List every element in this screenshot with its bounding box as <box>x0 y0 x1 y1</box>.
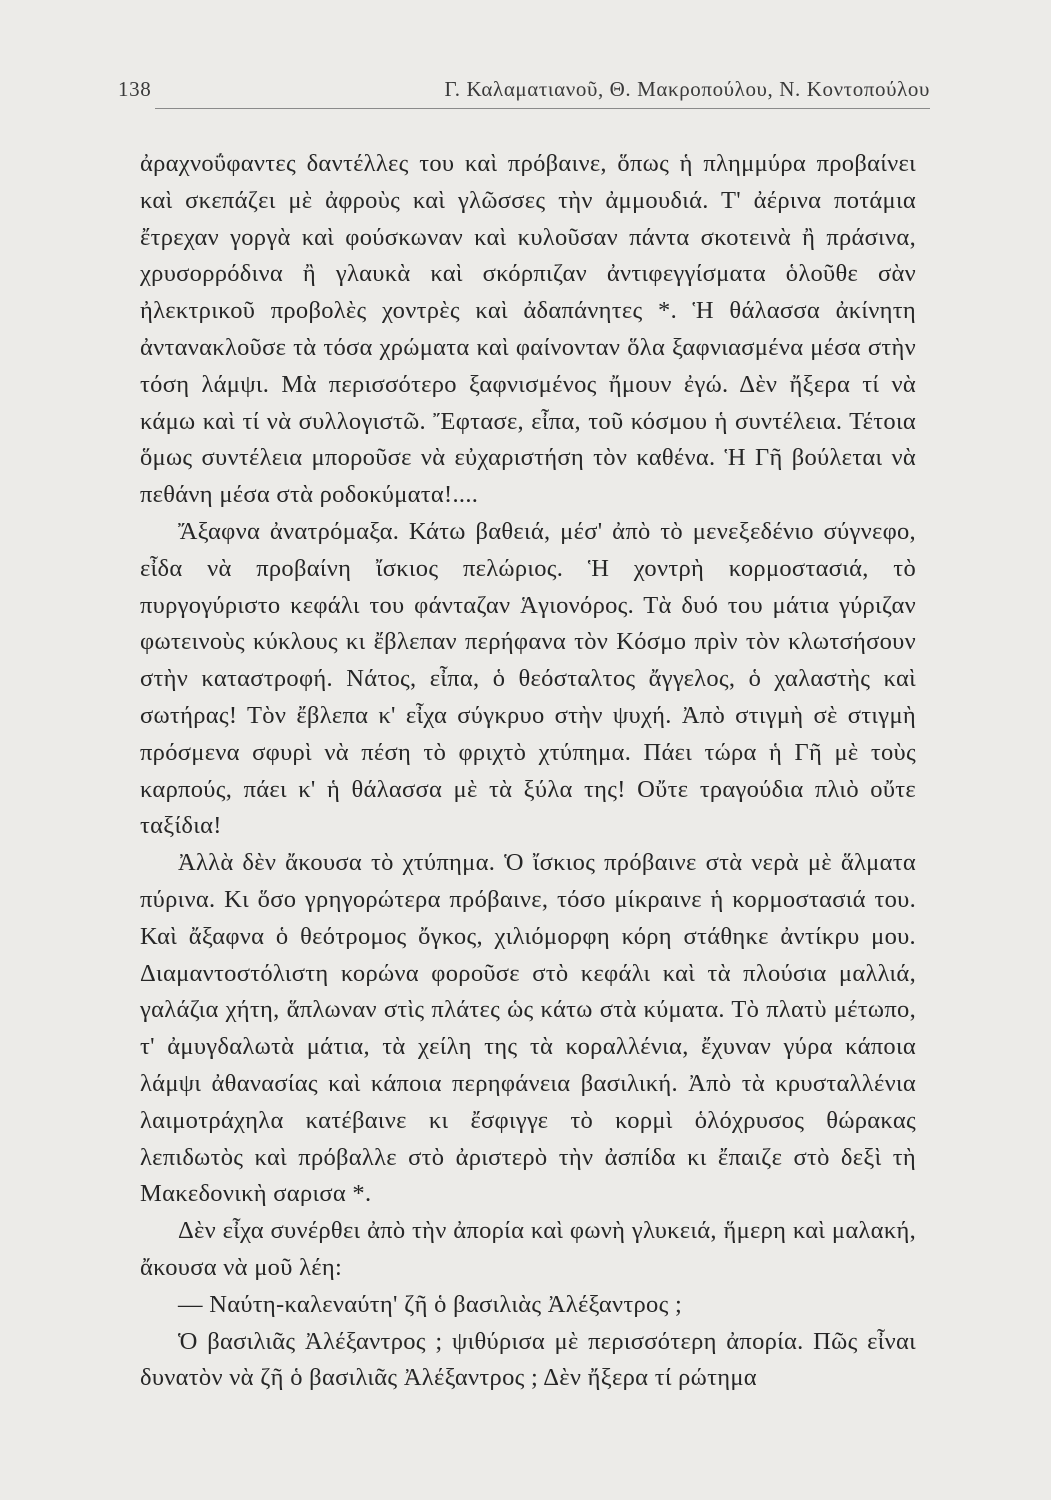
paragraph-3: Ἀλλὰ δὲν ἄκουσα τὸ χτύπημα. Ὁ ἴσκιος πρόβαινε στὰ νερὰ μὲ ἅλματα πύρινα. Κι ὅσο γρηγορώτερα πρόβαινε, τόσο μίκραινε ἡ κορμοστασιά του. Καὶ ἄξαφνα ὁ θεότρομος ὄγκος, χιλιόμορφη κόρη στάθηκε ἀντίκρυ μου. Διαμαντοστόλιστη κορώνα φοροῦσε στὸ κεφάλι καὶ τὰ πλούσια μαλλιά, γαλάζια χήτη, ἅπλωναν στὶς πλάτες ὡς κάτω στὰ κύματα. Τὸ πλατὺ μέτωπο, τ' ἀμυγδαλωτὰ μάτια, τὰ χείλη της τὰ κοραλλένια, ἔχυναν γύρα κάποια λάμψι ἀθανασίας καὶ κάποια περηφάνεια βασιλική. Ἀπὸ τὰ κρυσταλλένια λαιμοτράχηλα κατέβαινε κι ἔσφιγγε τὸ κορμὶ ὁλόχρυσος θώρακας λεπιδωτὸς καὶ πρόβαλλε στὸ ἀριστερὸ τὴν ἀσπίδα κι ἔπαιζε στὸ δεξὶ τὴ Μακεδονικὴ σαρισα *. <box>140 849 916 1208</box>
page-number: 138 <box>118 76 152 101</box>
dialogue-line: — Ναύτη-καλεναύτη' ζῆ ὁ βασιλιὰς Ἀλέξαντρος ; <box>178 1290 683 1318</box>
paragraph-2: Ἄξαφνα ἀνατρόμαξα. Κάτω βαθειά, μέσ' ἀπὸ τὸ μενεξεδένιο σύγνεφο, εἶδα νὰ προβαίνη ἴσκιος πελώριος. Ἡ χοντρὴ κορμοστασιά, τὸ πυργογύριστο κεφάλι του φάνταζαν Ἁγιονόρος. Τὰ δυό του μάτια γύριζαν φωτεινοὺς κύκλους κι ἔβλεπαν περήφανα τὸν Κόσμο πρὶν τὸν κλωτσήσουν στὴν καταστροφή. Νάτος, εἶπα, ὁ θεόσταλτος ἄγγελος, ὁ χαλαστὴς καὶ σωτήρας! Τὸν ἔβλεπα κ' εἶχα σύγκρυο στὴν ψυχή. Ἀπὸ στιγμὴ σὲ στιγμὴ πρόσμενα σφυρὶ νὰ πέση τὸ φριχτὸ χτύπημα. Πάει τώρα ἡ Γῆ μὲ τοὺς καρπούς, πάει κ' ἡ θάλασσα μὲ τὰ ξύλα της! Οὔτε τραγούδια πλιὸ οὔτε ταξίδια! <box>140 517 916 840</box>
running-head-authors: Γ. Καλαματιανοῦ, Θ. Μακροπούλου, Ν. Κοντοπούλου <box>444 76 930 101</box>
header-rule <box>155 108 930 109</box>
body-text <box>140 146 916 1397</box>
paragraph-5: Ὁ βασιλιᾶς Ἀλέξαντρος ; ψιθύρισα μὲ περισσότερη ἀπορία. Πῶς εἶναι δυνατὸν νὰ ζῆ ὁ βασιλιᾶς Ἀλέξαντρος ; Δὲν ἤξερα τί ρώτημα <box>140 1327 916 1392</box>
running-head <box>118 74 930 104</box>
paragraph-1: ἀραχνοΰφαντες δαντέλλες του καὶ πρόβαινε, ὅπως ἡ πλημμύρα προβαίνει καὶ σκεπάζει μὲ ἀφροὺς καὶ γλῶσσες τὴν ἀμμουδιά. Τ' ἀέρινα ποτάμια ἔτρεχαν γοργὰ καὶ φούσκωναν καὶ κυλοῦσαν πάντα σκοτεινὰ ἢ πράσινα, χρυσορρόδινα ἢ γλαυκὰ καὶ σκόρπιζαν ἀντιφεγγίσματα ὁλοῦθε σὰν ἠλεκτρικοῦ προβολὲς χοντρὲς καὶ ἀδαπάνητες *. Ἡ θάλασσα ἀκίνητη ἀντανακλοῦσε τὰ τόσα χρώματα καὶ φαίνονταν ὅλα ξαφνιασμένα μέσα στὴν τόση λάμψι. Μὰ περισσότερο ξαφνισμένος ἤμουν ἐγώ. Δὲν ἤξερα τί νὰ κάμω καὶ τί νὰ συλλογιστῶ. Ἔφτασε, εἶπα, τοῦ κόσμου ἡ συντέλεια. Τέτοια ὅμως συντέλεια μποροῦσε νὰ εὐχαριστήση τὸν καθένα. Ἡ Γῆ βούλεται νὰ πεθάνη μέσα στὰ ροδοκύματα!.... <box>140 150 916 509</box>
paragraph-4: Δὲν εἶχα συνέρθει ἀπὸ τὴν ἀπορία καὶ φωνὴ γλυκειά, ἥμερη καὶ μαλακή, ἄκουσα νὰ μοῦ λέη: <box>140 1217 916 1281</box>
